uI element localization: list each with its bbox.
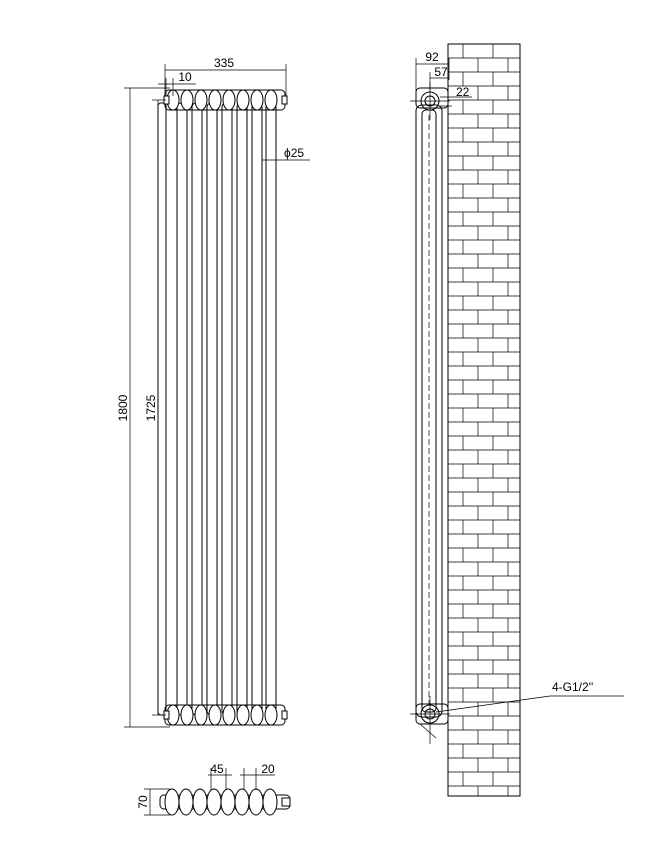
front-view	[116, 56, 310, 727]
bottom-view	[136, 762, 290, 815]
brick-wall	[448, 44, 520, 796]
connection-leader	[436, 680, 624, 712]
projection-label: 92	[425, 50, 439, 64]
pitch-label: 45	[210, 762, 224, 776]
connection-label: 4-G1/2''	[552, 680, 594, 694]
radiator-tubes	[158, 103, 276, 715]
pitch-dimension	[208, 762, 232, 790]
top-header	[164, 90, 287, 110]
depth-label: 70	[136, 795, 150, 809]
brick-pattern	[448, 44, 520, 796]
bottom-header	[164, 705, 287, 725]
gap-label: 20	[261, 762, 275, 776]
pipe-offset-dimension	[430, 65, 449, 90]
tube-diameter-label: ϕ25	[284, 146, 305, 160]
height-label: 1800	[116, 394, 130, 422]
offset-label: 10	[178, 70, 192, 84]
pipe-offset-label: 57	[434, 65, 448, 79]
radiator-profile	[410, 82, 450, 744]
bracket-label: 22	[456, 85, 470, 99]
width-label: 335	[213, 56, 235, 70]
gap-dimension	[240, 762, 275, 790]
inner-height-label: 1725	[144, 394, 158, 422]
side-view	[410, 44, 624, 796]
